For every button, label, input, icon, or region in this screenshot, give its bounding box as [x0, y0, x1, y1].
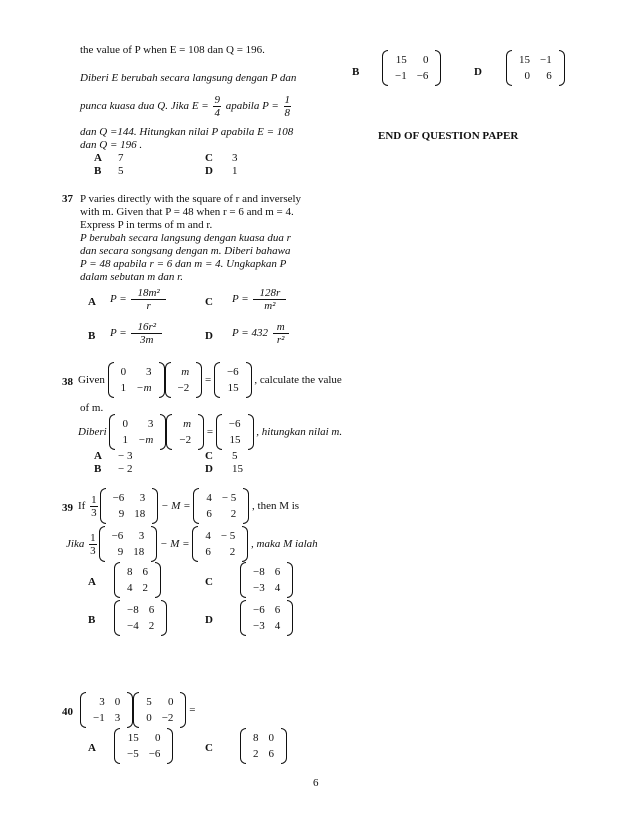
- q40-oc12: 0: [268, 732, 274, 744]
- q38-malay-equation: [78, 414, 342, 450]
- q38-opt-b-value: − 2: [118, 463, 133, 475]
- q36-frac2-num: 1: [284, 94, 291, 106]
- q38-ma21: 1: [122, 434, 128, 446]
- q36-frac1-den: 4: [214, 107, 220, 119]
- q36-line1: the value of P when E = 108 dan Q = 196.: [80, 44, 265, 56]
- q39-frac-num: 1: [91, 493, 97, 506]
- q37-opt-d-frac: [273, 321, 289, 346]
- q37-opt-a-den: r: [146, 300, 151, 312]
- q38-malay-tail: , hitungkan nilai m.: [256, 426, 343, 438]
- q39-minus-m: − M =: [161, 500, 191, 512]
- q40-oa11: 15: [127, 732, 139, 744]
- q39-tail: , then M is: [252, 500, 300, 512]
- q39-ma22: 18: [133, 546, 145, 558]
- q39-mb21: 6: [205, 546, 211, 558]
- q36-frac1-num: 9: [214, 94, 220, 106]
- q38-opt-c-label: C: [205, 450, 213, 462]
- q36-malay2: [80, 94, 293, 119]
- q37-opt-c-lhs: P =: [232, 293, 249, 306]
- q37-opt-c-den: m²: [264, 300, 276, 312]
- q38-vector-b: [214, 362, 252, 398]
- q36-opt-d-value: 1: [232, 165, 238, 177]
- q39-opt-b-label: B: [88, 614, 96, 626]
- q37-opt-b-label: B: [88, 330, 96, 342]
- q39-frac-den: 3: [91, 506, 97, 519]
- q39-opt-a-matrix: [114, 562, 161, 598]
- q40-opt-d-label: D: [474, 66, 482, 78]
- q37-opt-a-lhs: P =: [110, 293, 127, 306]
- q37-malay3: P = 48 apabila r = 6 dan m = 4. Ungkapkan P: [80, 258, 287, 270]
- q38-mb2: 15: [229, 434, 241, 446]
- q37-text2: with m. Given that P = 48 when r = 6 and m = 4.: [80, 206, 294, 218]
- q37-opt-c: [232, 287, 288, 312]
- q39-malay-matrix-b: [192, 526, 248, 562]
- q37-opt-b-lhs: P =: [110, 327, 127, 340]
- page-number: 6: [313, 777, 319, 789]
- q40-b-a22: −6: [416, 70, 429, 82]
- q40-b11: 5: [146, 696, 152, 708]
- q38-malay-vector-b: [216, 414, 254, 450]
- q39-matrix-b: [193, 488, 249, 524]
- q39-opt-d-label: D: [205, 614, 213, 626]
- q38-opt-a-value: − 3: [118, 450, 133, 462]
- q39-opt-a-label: A: [88, 576, 96, 588]
- q38-opt-b-label: B: [94, 463, 102, 475]
- q40-a12: 0: [114, 696, 121, 708]
- q37-opt-d-num: m: [273, 321, 289, 334]
- q40-number: 40: [62, 706, 73, 718]
- q39-jika: Jika: [66, 538, 85, 550]
- q39-opt-d-matrix: [240, 600, 293, 636]
- q39-mb12: − 5: [220, 530, 236, 542]
- q38-opt-d-label: D: [205, 463, 213, 475]
- q40-oc22: 6: [268, 748, 274, 760]
- q36-frac1: [213, 94, 221, 119]
- q37-opt-a-num: 18m²: [131, 287, 165, 300]
- end-of-paper: END OF QUESTION PAPER: [378, 130, 519, 142]
- q38-equation: [78, 362, 342, 398]
- q40-d-a22: 6: [546, 70, 552, 82]
- q40-b22: −2: [161, 712, 174, 724]
- q38-tail: , calculate the value: [254, 374, 342, 386]
- q40-b-a21: −1: [395, 70, 407, 82]
- q37-opt-c-label: C: [205, 296, 213, 308]
- q39-oc11: −8: [253, 566, 265, 578]
- q38-ma11: 0: [122, 418, 128, 430]
- q36-malay1: Diberi E berubah secara langsung dengan P dan: [80, 72, 297, 84]
- q39-mb22: 2: [229, 546, 236, 558]
- q40-oc21: 2: [253, 748, 259, 760]
- q38-opt-a-label: A: [94, 450, 102, 462]
- q39-opt-c-matrix: [240, 562, 293, 598]
- q39-oa21: 4: [127, 582, 133, 594]
- q37-opt-d-lhs: P = 432: [232, 327, 268, 340]
- q39-od12: 6: [274, 604, 281, 616]
- q38-x2: −2: [177, 382, 190, 394]
- q38-a22: −m: [136, 382, 152, 394]
- q39-equation: [78, 488, 299, 524]
- q38-given: Given: [78, 374, 105, 386]
- q37-opt-c-num: 128r: [253, 287, 286, 300]
- q36-malay4: dan Q = 196 .: [80, 139, 143, 151]
- q39-opt-b-matrix: [114, 600, 167, 636]
- q39-a22: 18: [134, 508, 146, 520]
- q40-opt-a-label: A: [88, 742, 96, 754]
- q38-a12: 3: [146, 366, 152, 378]
- q38-x1: m: [181, 366, 190, 378]
- q39-a12: 3: [139, 492, 146, 504]
- q39-ma12: 3: [138, 530, 145, 542]
- q39-malay-frac-num: 1: [90, 531, 96, 544]
- q39-b11: 4: [206, 492, 212, 504]
- q36-opt-b-label: B: [94, 165, 102, 177]
- q36-malay2b: E =: [191, 100, 209, 113]
- q39-ob21: −4: [127, 620, 139, 632]
- q37-number: 37: [62, 193, 73, 205]
- q39-b22: 2: [230, 508, 237, 520]
- q38-vector-x: [165, 362, 203, 398]
- q40-eq: =: [189, 704, 196, 716]
- q39-oa22: 2: [142, 582, 148, 594]
- q38-b2: 15: [227, 382, 239, 394]
- q39-a21: 9: [118, 508, 125, 520]
- q38-tail2: of m.: [80, 402, 104, 414]
- q38-ma12: 3: [147, 418, 154, 430]
- q39-od11: −6: [253, 604, 265, 616]
- q40-d-a12: −1: [540, 54, 552, 66]
- q38-diberi: Diberi: [78, 426, 107, 438]
- q38-a11: 0: [120, 366, 127, 378]
- q37-opt-d: [232, 321, 291, 346]
- q40-b12: 0: [167, 696, 174, 708]
- q40-oa21: −5: [127, 748, 139, 760]
- q37-opt-d-den: r²: [276, 334, 285, 346]
- q39-if: If: [78, 500, 86, 512]
- q38-malay-matrix-a: [109, 414, 166, 450]
- q38-malay-vector-x: [166, 414, 204, 450]
- q40-oa22: −6: [148, 748, 161, 760]
- q38-mx1: m: [183, 418, 192, 430]
- q40-b-a12: 0: [422, 54, 429, 66]
- q39-oa12: 6: [142, 566, 148, 578]
- q39-malay-frac-den: 3: [90, 544, 96, 557]
- q37-opt-a-label: A: [88, 296, 96, 308]
- q39-ob11: −8: [127, 604, 139, 616]
- q39-b21: 6: [206, 508, 212, 520]
- q40-a21: −1: [93, 712, 105, 724]
- q40-d-a21: 0: [524, 70, 530, 82]
- q40-oa12: 0: [154, 732, 161, 744]
- q39-malay-matrix-a: [99, 526, 158, 562]
- q37-text1: P varies directly with the square of r and inversely: [80, 193, 302, 205]
- q40-a11: 3: [99, 696, 105, 708]
- q39-number: 39: [62, 502, 73, 514]
- q38-number: 38: [62, 376, 73, 388]
- q39-malay-tail: , maka M ialah: [251, 538, 318, 550]
- q39-oa11: 8: [127, 566, 133, 578]
- q36-opt-a-label: A: [94, 152, 102, 164]
- q36-frac2-den: 8: [284, 107, 291, 119]
- q36-opt-c-label: C: [205, 152, 213, 164]
- q39-malay-equation: [66, 526, 318, 562]
- q39-ma21: 9: [117, 546, 124, 558]
- q38-mb1: −6: [228, 418, 241, 430]
- q39-oc21: −3: [253, 582, 265, 594]
- q38-opt-d-value: 15: [232, 463, 243, 475]
- q39-od22: 4: [274, 620, 281, 632]
- q38-b1: −6: [226, 366, 239, 378]
- q37-opt-d-label: D: [205, 330, 213, 342]
- q36-opt-b-value: 5: [118, 165, 124, 177]
- q36-malay2c: apabila P =: [225, 100, 279, 113]
- q39-mb11: 4: [205, 530, 211, 542]
- q37-text3: Express P in terms of m and r.: [80, 219, 213, 231]
- q39-ma11: −6: [111, 530, 124, 542]
- q36-opt-c-value: 3: [232, 152, 238, 164]
- q36-opt-a-value: 7: [118, 152, 124, 164]
- q39-oc12: 6: [274, 566, 281, 578]
- q39-ob22: 2: [148, 620, 155, 632]
- q37-opt-a-frac: [131, 287, 165, 312]
- q37-opt-b-den: 3m: [140, 334, 154, 346]
- q37-opt-c-frac: [253, 287, 286, 312]
- q40-matrix-a: [80, 692, 133, 728]
- q39-oc22: 4: [274, 582, 281, 594]
- q37-opt-b-frac: [131, 321, 162, 346]
- q37-opt-a: [110, 287, 168, 312]
- q39-opt-c-label: C: [205, 576, 213, 588]
- q40-b-a11: 15: [395, 54, 407, 66]
- q36-malay3: dan Q =144. Hitungkan nilai P apabila E = 108: [80, 126, 294, 138]
- q40-opt-a-matrix: [114, 728, 173, 764]
- q38-matrix-a: [108, 362, 165, 398]
- q39-malay-minus-m: − M =: [160, 538, 190, 550]
- q40-opt-b-label: B: [352, 66, 360, 78]
- q39-a11: −6: [112, 492, 125, 504]
- q39-od21: −3: [253, 620, 265, 632]
- q40-oc11: 8: [253, 732, 259, 744]
- q40-opt-b-matrix: [382, 50, 441, 86]
- q39-ob12: 6: [148, 604, 155, 616]
- q40-equation: [80, 692, 195, 728]
- q37-malay4: dalam sebutan m dan r.: [80, 271, 183, 283]
- q37-opt-b: [110, 321, 164, 346]
- q36-opt-d-label: D: [205, 165, 213, 177]
- q39-frac: [90, 494, 98, 519]
- q38-opt-c-value: 5: [232, 450, 238, 462]
- q39-matrix-a: [100, 488, 159, 524]
- q40-opt-c-label: C: [205, 742, 213, 754]
- q36-malay2a: punca kuasa dua Q. Jika: [80, 100, 190, 113]
- q39-malay-frac: [89, 532, 97, 557]
- q40-a22: 3: [114, 712, 121, 724]
- q37-malay1: P berubah secara langsung dengan kuasa dua r: [80, 232, 291, 244]
- q38-ma22: −m: [137, 434, 154, 446]
- q37-malay2: dan secara songsang dengan m. Diberi bahawa: [80, 245, 291, 257]
- q38-malay-eq: =: [206, 426, 214, 438]
- q38-eq: =: [204, 374, 212, 386]
- q40-opt-d-matrix: [506, 50, 565, 86]
- q40-matrix-b: [133, 692, 186, 728]
- q40-b21: 0: [146, 712, 152, 724]
- q40-d-a11: 15: [519, 54, 530, 66]
- q39-b12: − 5: [221, 492, 237, 504]
- q40-opt-c-matrix: [240, 728, 287, 764]
- q36-frac2: [284, 94, 292, 119]
- q37-opt-b-num: 16r²: [131, 321, 162, 334]
- q38-a21: 1: [120, 382, 127, 394]
- q38-mx2: −2: [179, 434, 192, 446]
